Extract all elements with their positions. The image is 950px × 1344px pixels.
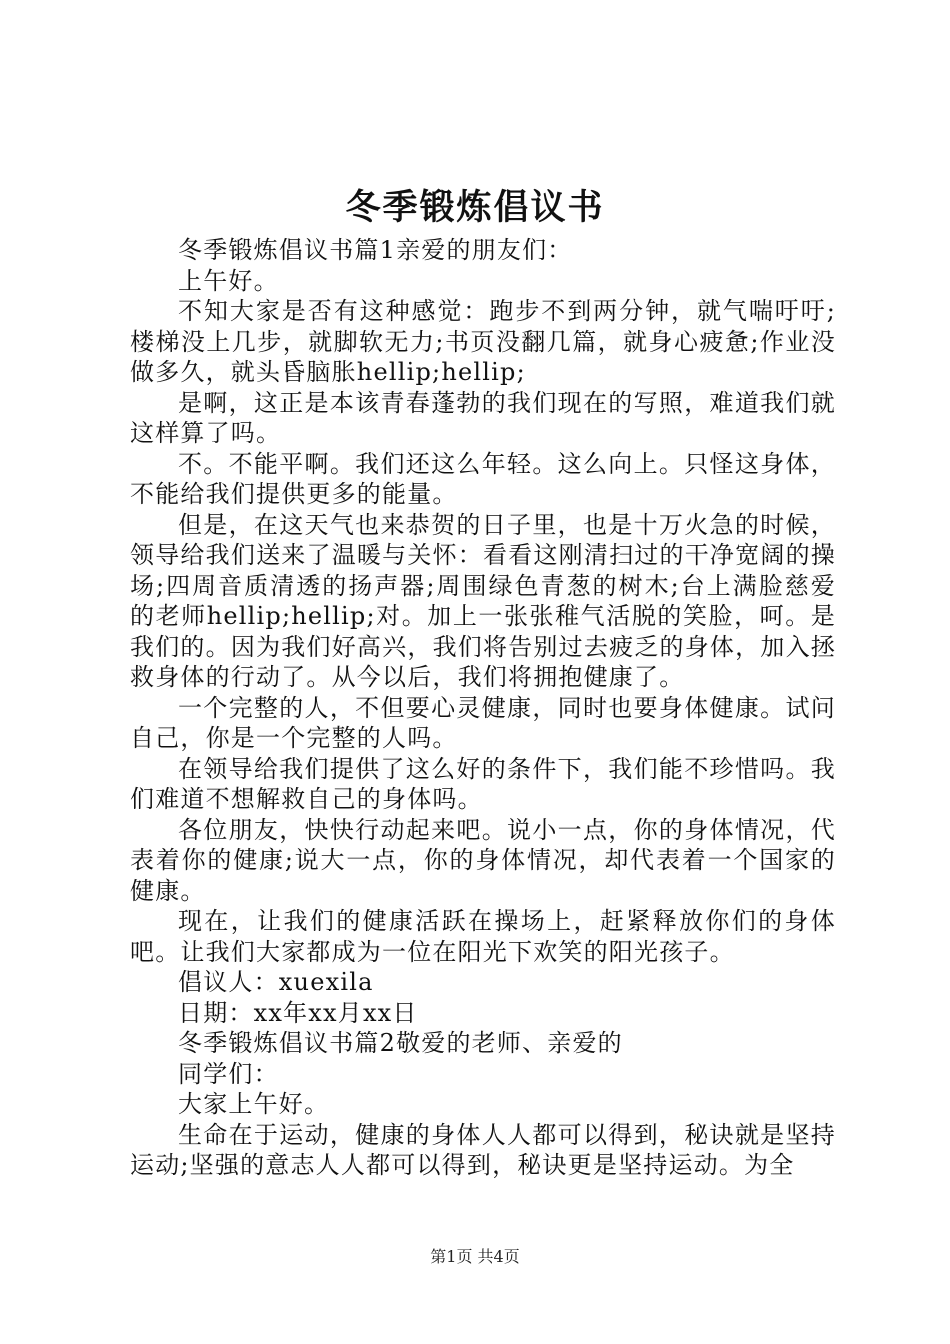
document-body: [130, 235, 836, 1181]
paragraph: 日期：xx年xx月xx日: [178, 998, 418, 1027]
paragraph: 上午好。: [178, 266, 279, 295]
paragraph: 是啊，这正是本该青春蓬勃的我们现在的写照，难道我们就这样算了吗。: [130, 388, 836, 447]
paragraph: 冬季锻炼倡议书篇2敬爱的老师、亲爱的: [178, 1029, 623, 1057]
paragraph: 一个完整的人，不但要心灵健康，同时也要身体健康。试问自己，你是一个完整的人吗。: [130, 693, 836, 752]
page-number: 第1页 共4页: [430, 1247, 520, 1266]
paragraph: 同学们：: [178, 1059, 279, 1088]
paragraph: 不。不能平啊。我们还这么年轻。这么向上。只怪这身体，不能给我们提供更多的能量。: [130, 449, 836, 508]
paragraph: 冬季锻炼倡议书篇1亲爱的朋友们：: [178, 236, 573, 264]
paragraph: 在领导给我们提供了这么好的条件下，我们能不珍惜吗。我们难道不想解救自己的身体吗。: [130, 754, 836, 813]
paragraph: 生命在于运动，健康的身体人人都可以得到，秘诀就是坚持运动;坚强的意志人人都可以得到，秘诀更是坚持运动。为全: [130, 1120, 836, 1179]
document-title: 冬季锻炼倡议书: [345, 187, 605, 228]
paragraph: 各位朋友，快快行动起来吧。说小一点，你的身体情况，代表着你的健康;说大一点，你的身体情况，却代表着一个国家的健康。: [130, 815, 836, 905]
paragraph: 大家上午好。: [178, 1090, 330, 1118]
paragraph: 现在，让我们的健康活跃在操场上，赶紧释放你们的身体吧。让我们大家都成为一位在阳光下欢笑的阳光孩子。: [130, 907, 836, 966]
paragraph: 倡议人：xuexila: [178, 968, 374, 996]
paragraph: 不知大家是否有这种感觉：跑步不到两分钟，就气喘吁吁;楼梯没上几步，就脚软无力;书页没翻几篇，就身心疲惫;作业没做多久，就头昏脑胀hellip;hellip;: [130, 297, 836, 386]
paragraph: 但是，在这天气也来恭贺的日子里，也是十万火急的时候，领导给我们送来了温暖与关怀：看看这刚清扫过的干净宽阔的操场;四周音质清透的扬声器;周围绿色青葱的树木;台上满脸慈爱的老师hellip;hellip;对。加上一张张稚气活脱的笑脸，呵。是我们的。因为我们好高兴，我们将告别过去疲乏的身体，加入拯救身体的行动了。从今以后，我们将拥抱健康了。: [130, 510, 836, 691]
